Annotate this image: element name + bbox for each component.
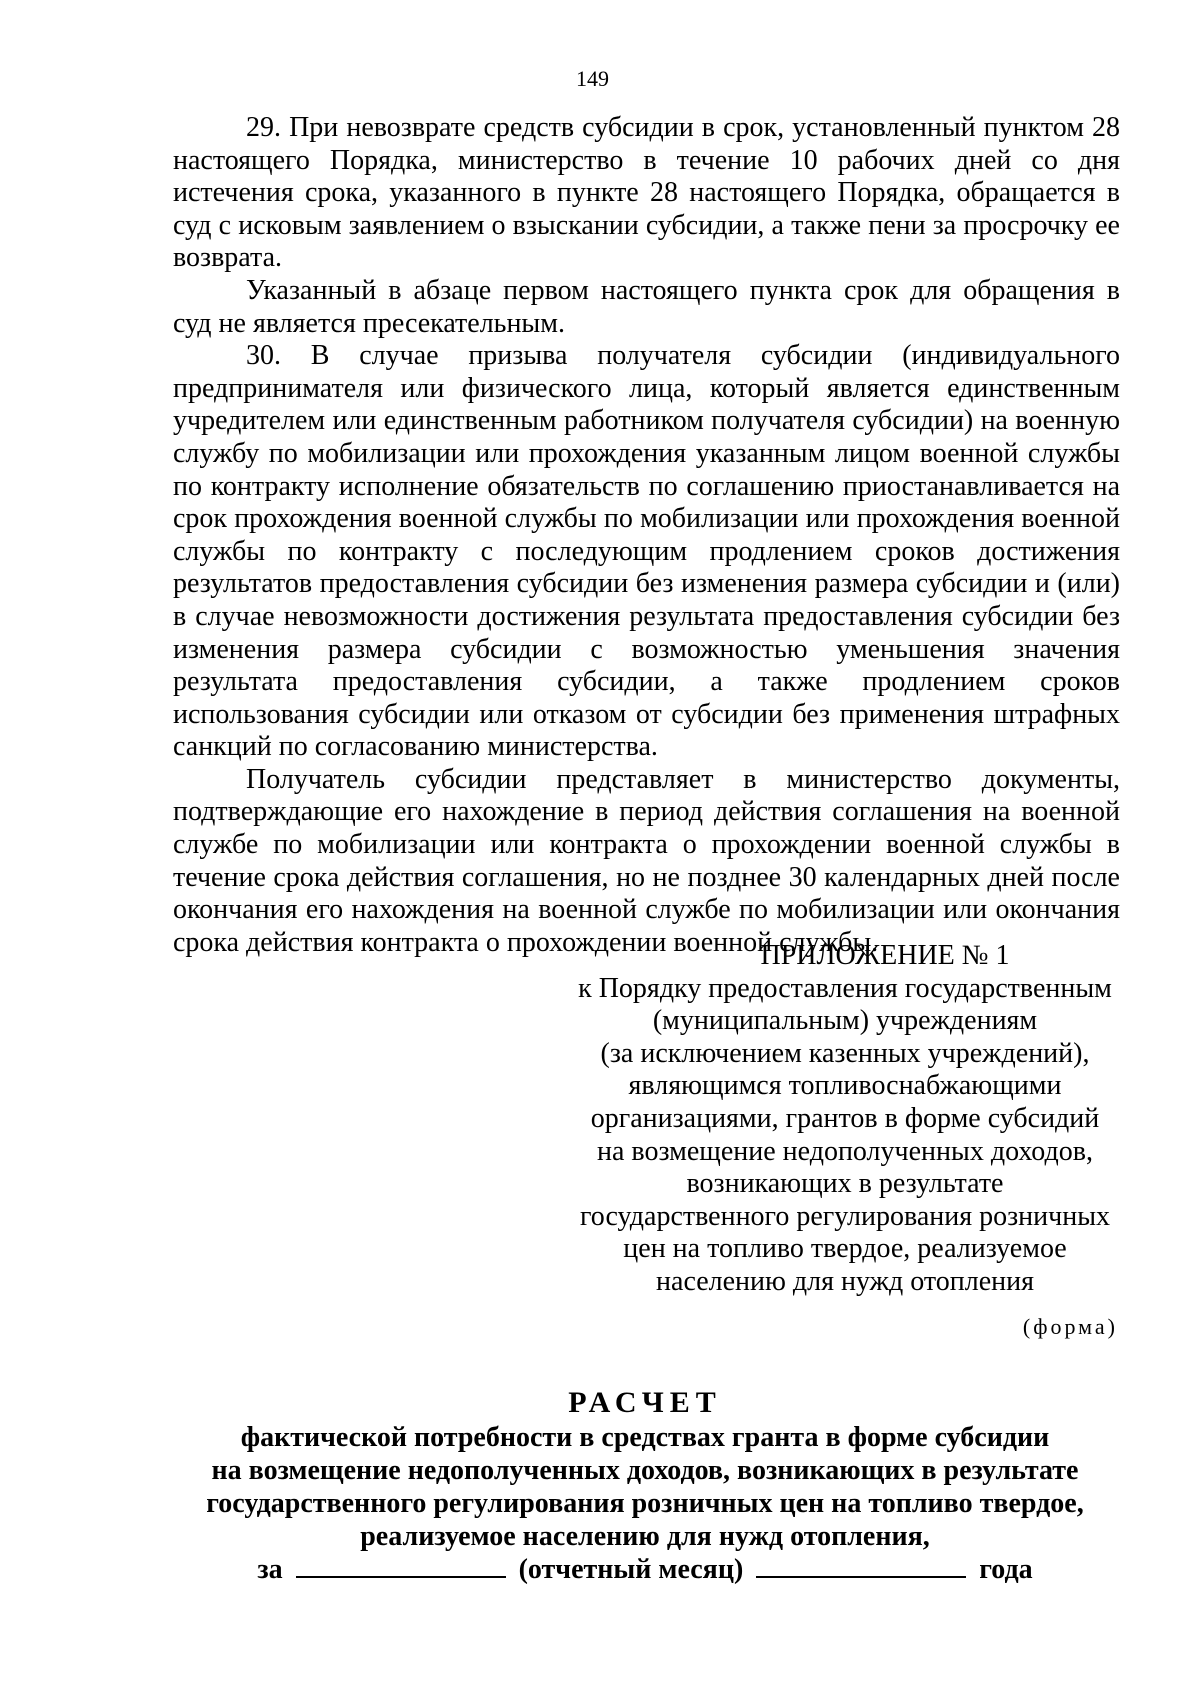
appendix-line: к Порядку предоставления государственным: [578, 972, 1112, 1004]
year-blank: [756, 1554, 966, 1578]
body-text: [173, 112, 1120, 959]
month-blank: [296, 1554, 506, 1578]
appendix-line: организациями, грантов в форме субсидий: [590, 1102, 1100, 1134]
appendix-line: являющимся топливоснабжающими: [628, 1070, 1062, 1102]
calculation-line: на возмещение недополученных доходов, возникающих в результате: [211, 1455, 1079, 1486]
appendix-line: (за исключением казенных учреждений),: [600, 1037, 1090, 1069]
paragraph-30-recipient: Получатель субсидии представляет в министерство документы, подтверждающие его нахождение в период действия соглашения на военной службе по мобилизации или контракта о прохождении военной службы в течение срока действия соглашения, но не позднее 30 календарных дней после окончания его нахождения на военной службе по мобилизации или окончания срока действия контракта о прохождении военной службы.: [173, 763, 1120, 958]
appendix-heading: ПРИЛОЖЕНИЕ № 1: [760, 940, 1010, 971]
calculation-line: государственного регулирования розничных цен на топливо твердое,: [206, 1488, 1084, 1519]
calculation-block: [0, 1386, 1200, 1586]
appendix-line: возникающих в результате: [686, 1168, 1004, 1200]
appendix-block: [560, 940, 1130, 1299]
appendix-line: государственного регулирования розничных: [579, 1200, 1111, 1232]
period-suffix: года: [979, 1554, 1033, 1585]
paragraph-29-note: Указанный в абзаце первом настоящего пункта срок для обращения в суд не является пресекательным.: [173, 274, 1120, 339]
form-label: (форма): [1022, 1314, 1118, 1339]
appendix-line: цен на топливо твердое, реализуемое: [623, 1233, 1067, 1265]
period-middle: (отчетный месяц): [518, 1554, 744, 1585]
calculation-line: реализуемое населению для нужд отопления,: [360, 1521, 930, 1552]
page-number: 149: [576, 66, 609, 91]
calculation-line: фактической потребности в средствах гранта в форме субсидии: [240, 1422, 1050, 1453]
period-prefix: за: [257, 1554, 283, 1585]
paragraph-30: 30. В случае призыва получателя субсидии (индивидуального предпринимателя или физического лица, который является единственным учредителем или единственным работником получателя субсидии) на военную службу по мобилизации или прохождения указанным лицом военной службы по контракту исполнение обязательств по соглашению приостанавливается на срок прохождения военной службы по мобилизации или прохождения военной службы по контракту с последующим продлением сроков достижения результатов предоставления субсидии без изменения размера субсидии и (или) в случае невозможности достижения результата предоставления субсидии без изменения размера субсидии с возможностью уменьшения значения результата предоставления субсидии, а также продлением сроков использования субсидии или отказом от субсидии без применения штрафных санкций по согласованию министерства.: [173, 340, 1120, 763]
paragraph-29: 29. При невозврате средств субсидии в срок, установленный пунктом 28 настоящего Порядка, министерство в течение 10 рабочих дней со дня истечения срока, указанного в пункте 28 настоящего Порядка, обращается в суд с исковым заявлением о взыскании субсидии, а также пени за просрочку ее возврата.: [173, 112, 1120, 274]
calculation-period: [0, 1553, 1200, 1586]
appendix-line: (муниципальным) учреждениям: [652, 1005, 1038, 1037]
appendix-line: на возмещение недополученных доходов,: [597, 1135, 1093, 1167]
calculation-title: РАСЧЕТ: [568, 1386, 722, 1419]
appendix-line: населению для нужд отопления: [656, 1265, 1034, 1297]
